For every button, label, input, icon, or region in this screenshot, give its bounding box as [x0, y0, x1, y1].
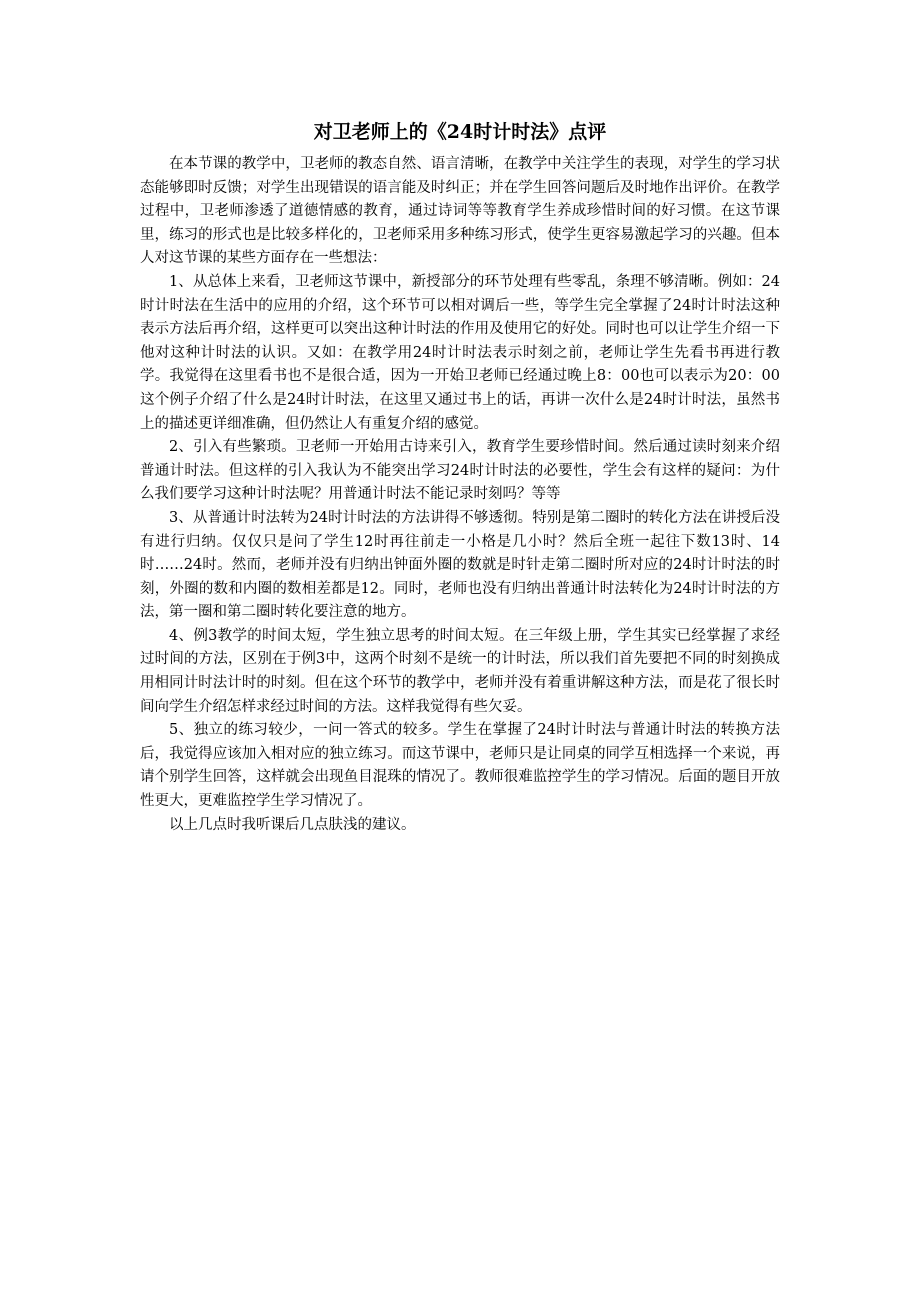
paragraph-point-5: 5、独立的练习较少，一问一答式的较多。学生在掌握了24时计时法与普通计时法的转换方法后，我觉得应该加入相对应的独立练习。而这节课中，老师只是让同桌的同学互相选择一个来说，再请个别学生回答，这样就会出现鱼目混珠的情况了。教师很难监控学生的学习情况。后面的题目开放性更大，更难监控学生学习情况了。: [140, 722, 780, 810]
paragraph-point-1: 1、从总体上来看，卫老师这节课中，新授部分的环节处理有些零乱，条理不够清晰。例如：24时计时法在生活中的应用的介绍，这个环节可以相对调后一些，等学生完全掌握了24时计时法这种表示方法后再介绍，这样更可以突出这种计时法的作用及使用它的好处。同时也可以让学生介绍一下他对这种计时法的认识。又如：在教学用24时计时法表示时刻之前，老师让学生先看书再进行教学。我觉得在这里看书也不是很合适，因为一开始卫老师已经通过晚上8：00也可以表示为20：00这个例子介绍了什么是24时计时法，在这里又通过书上的话，再讲一次什么是24时计时法，虽然书上的描述更详细准确，但仍然让人有重复介绍的感觉。: [140, 273, 780, 432]
paragraph-intro: 在本节课的教学中，卫老师的教态自然、语言清晰，在教学中关注学生的表现，对学生的学习状态能够即时反馈；对学生出现错误的语言能及时纠正；并在学生回答问题后及时地作出评价。在教学过程中，卫老师渗透了道德情感的教育，通过诗词等等教育学生养成珍惜时间的好习惯。在这节课里，练习的形式也是比较多样化的，卫老师采用多种练习形式，使学生更容易激起学习的兴趣。但本人对这节课的某些方面存在一些想法：: [140, 156, 780, 267]
document-title: 对卫老师上的《24时计时法》点评: [313, 121, 607, 143]
document-body: [140, 153, 780, 837]
paragraph-point-3: 3、从普通计时法转为24时计时法的方法讲得不够透彻。特别是第二圈时的转化方法在讲授后没有进行归纳。仅仅只是问了学生12时再往前走一小格是几小时？然后全班一起往下数13时、14时……24时。然而，老师并没有归纳出钟面外圈的数就是时针走第二圈时所对应的24时计时法的时刻，外圈的数和内圈的数相差都是12。同时，老师也没有归纳出普通计时法转化为24时计时法的方法，第一圈和第二圈时转化要注意的地方。: [140, 509, 780, 621]
paragraph-conclusion: 以上几点时我听课后几点肤浅的建议。: [169, 816, 416, 833]
paragraph-point-4: 4、例3教学的时间太短，学生独立思考的时间太短。在三年级上册，学生其实已经掌握了求经过时间的方法，区别在于例3中，这两个时刻不是统一的计时法，所以我们首先要把不同的时刻换成用相同计时法计时的时刻。但在这个环节的教学中，老师并没有着重讲解这种方法，而是花了很长时间向学生介绍怎样求经过时间的方法。这样我觉得有些欠妥。: [140, 627, 780, 715]
paragraph-point-2: 2、引入有些繁琐。卫老师一开始用古诗来引入，教育学生要珍惜时间。然后通过读时刻来介绍普通计时法。但这样的引入我认为不能突出学习24时计时法的必要性，学生会有这样的疑问：为什么我们要学习这种计时法呢？用普通计时法不能记录时刻吗？等等: [140, 439, 780, 503]
